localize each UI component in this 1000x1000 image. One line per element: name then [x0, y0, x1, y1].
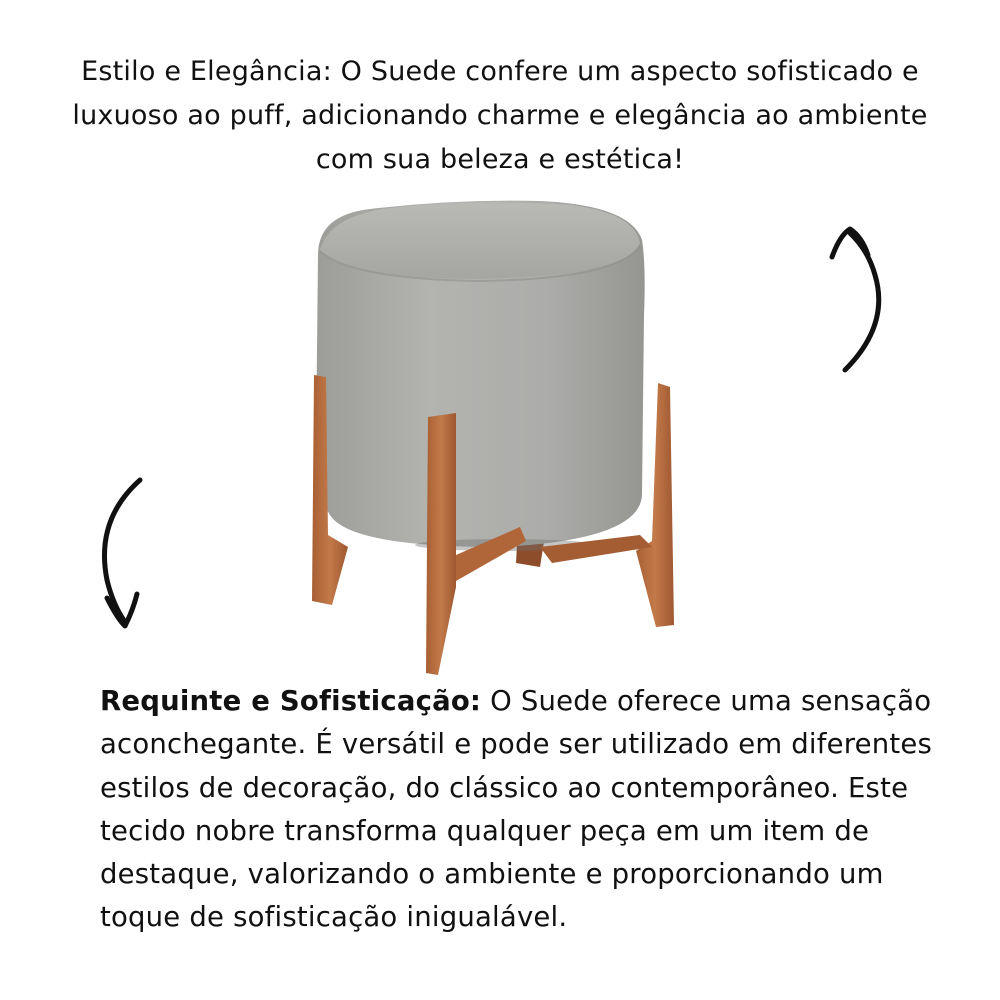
bottom-heading: Requinte e Sofisticação:	[100, 685, 482, 717]
pouf-image	[290, 195, 710, 685]
curved-arrow-up-icon	[810, 215, 890, 385]
curved-arrow-down-icon	[85, 470, 165, 640]
front-leg	[426, 413, 456, 675]
bottom-description	[100, 680, 960, 940]
top-description: Estilo e Elegância: O Suede confere um aspecto sofisticado e luxuoso ao puff, adicionando charme e elegância ao ambiente com sua beleza e estética!	[72, 56, 928, 175]
pouf-top	[320, 202, 640, 279]
bottom-body: O Suede oferece uma sensação aconchegante. É versátil e pode ser utilizado em diferentes estilos de decoração, do clássico ao contemporâneo. Este tecido nobre transforma qualquer peça em um item de destaque, valorizando o ambiente e proporcionando um toque de sofisticação inigualável.	[100, 685, 933, 934]
